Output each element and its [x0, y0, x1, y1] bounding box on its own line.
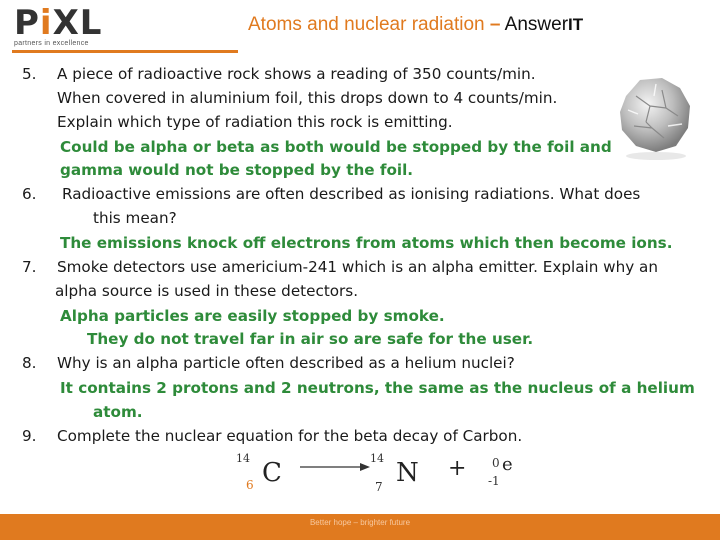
electron-charge: -1	[488, 474, 500, 488]
question-text: Complete the nuclear equation for the beta decay of Carbon.	[57, 427, 523, 445]
question-text: Radioactive emissions are often described as ionising radiations. What does	[62, 185, 641, 203]
question-number: 6.	[22, 185, 37, 203]
carbon-mass-number: 14	[236, 452, 250, 465]
answer-text: It contains 2 protons and 2 neutrons, the same as the nucleus of a helium	[60, 379, 695, 397]
question-number: 7.	[22, 258, 37, 276]
aluminium-foil-ball-image	[606, 66, 702, 164]
question-number: 9.	[22, 427, 37, 445]
reaction-arrow	[300, 462, 372, 472]
question-text: A piece of radioactive rock shows a reading of 350 counts/min.	[57, 65, 536, 83]
question-text: When covered in aluminium foil, this drops down to 4 counts/min.	[57, 89, 558, 107]
electron-symbol: e	[502, 454, 513, 475]
question-text: this mean?	[93, 209, 177, 227]
logo-tagline: partners in excellence	[14, 40, 89, 47]
nuclear-equation	[230, 452, 530, 498]
nitrogen-mass-number: 14	[370, 452, 384, 465]
question-text: Explain which type of radiation this rock is emitting.	[57, 113, 453, 131]
logo-wordmark: PiXL	[14, 3, 103, 43]
carbon-symbol: C	[262, 458, 282, 488]
question-text: Smoke detectors use americium-241 which is an alpha emitter. Explain why an	[57, 258, 658, 276]
question-number: 5.	[22, 65, 37, 83]
answer-text: Alpha particles are easily stopped by smoke.	[60, 307, 445, 325]
answer-text: The emissions knock off electrons from atoms which then become ions.	[60, 234, 673, 252]
slide-title: Atoms and nuclear radiation – AnswerIT	[248, 14, 584, 35]
footer-text: Better hope – brighter future	[309, 518, 411, 527]
question-text: Why is an alpha particle often described as a helium nuclei?	[57, 354, 515, 372]
title-underline	[12, 50, 238, 53]
nitrogen-symbol: N	[396, 458, 419, 488]
plus-sign: +	[448, 456, 467, 481]
answer-text: atom.	[93, 403, 143, 421]
nitrogen-atomic-number: 7	[375, 480, 383, 494]
question-text: alpha source is used in these detectors.	[55, 282, 359, 300]
pixl-logo	[14, 4, 124, 47]
answer-text: Could be alpha or beta as both would be stopped by the foil and	[60, 138, 612, 156]
footer-bar	[0, 514, 720, 540]
carbon-atomic-number: 6	[246, 478, 254, 492]
question-number: 8.	[22, 354, 37, 372]
answer-text: They do not travel far in air so are safe for the user.	[87, 330, 534, 348]
electron-mass-number: 0	[492, 456, 500, 470]
answer-text: gamma would not be stopped by the foil.	[60, 161, 414, 179]
